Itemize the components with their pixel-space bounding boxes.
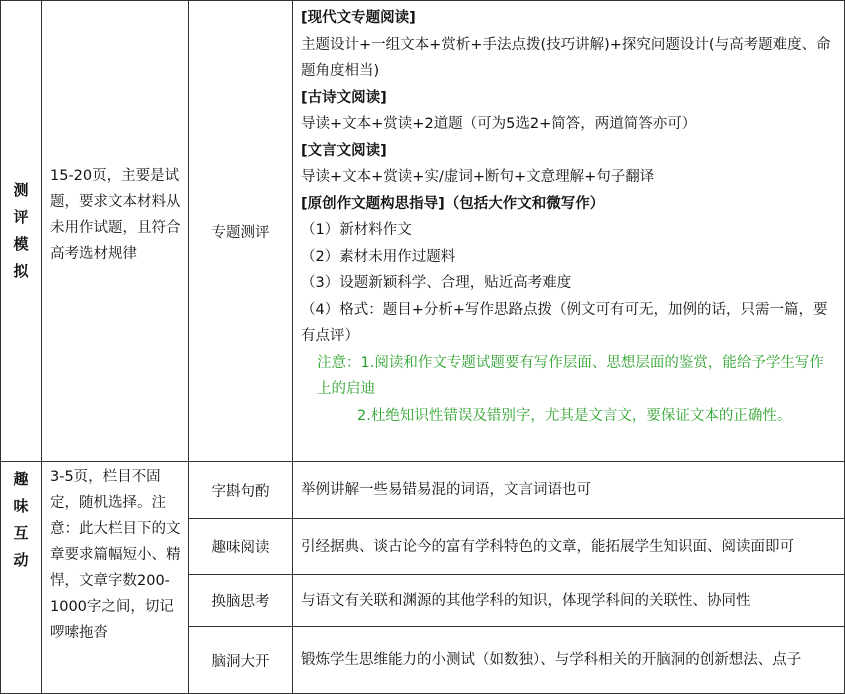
section1-label-char: 测 <box>13 181 29 199</box>
column-name: 脑洞大开 <box>211 653 270 670</box>
column-text: 锻炼学生思维能力的小测试（如数独）、与学科相关的开脑洞的创新想法、点子 <box>301 652 802 668</box>
section2-label <box>0 462 42 694</box>
writing-item: （4）格式：题目+分析+写作思路点拨（例文可有可无，加例的话，只需一篇，要有点评） <box>301 301 828 344</box>
section2-label-char: 互 <box>13 524 29 542</box>
poetry-reading-heading: [古诗文阅读] <box>301 89 387 106</box>
column-name: 字斟句酌 <box>211 483 270 500</box>
column-text: 与语文有关联和渊源的其他学科的知识，体现学科间的关联性、协同性 <box>301 592 751 609</box>
section2-row-name-cell <box>189 575 293 627</box>
section2-row-name-cell <box>189 627 293 694</box>
section2-row-text-cell <box>293 575 845 627</box>
section2-label-char: 趣 <box>13 470 29 488</box>
section1-description-cell <box>42 0 189 462</box>
modern-reading-heading: [现代文专题阅读] <box>301 10 416 26</box>
column-text: 引经据典、谈古论今的富有学科特色的文章，能拓展学生知识面、阅读面即可 <box>301 538 794 555</box>
section2-description-cell <box>42 462 189 694</box>
writing-guide-heading: [原创作文题构思指导]（包括大作文和微写作） <box>301 195 605 212</box>
section2-label-char: 动 <box>13 551 29 569</box>
section2-row-text-cell <box>293 627 845 694</box>
poetry-reading-text: 导读+文本+赏读+2道题（可为5选2+简答，两道简答亦可） <box>301 116 697 132</box>
note-line: 注意：1.阅读和作文专题试题要有写作层面、思想层面的鉴赏，能给予学生写作上的启迪 <box>317 354 824 397</box>
section1-column-cell <box>189 0 293 462</box>
section1-label-char: 模 <box>13 235 29 253</box>
classical-reading-text: 导读+文本+赏读+实/虚词+断句+文意理解+句子翻译 <box>301 169 655 185</box>
classical-reading-heading: [文言文阅读] <box>301 142 387 159</box>
section1-label-char: 拟 <box>13 262 29 280</box>
note-line: 2.杜绝知识性错误及错别字，尤其是文言文，要保证文本的正确性。 <box>357 407 792 424</box>
section2-row-text-cell <box>293 519 845 575</box>
section1-description: 15-20页，主要是试题，要求文本材料从未用作试题，且符合高考选材规律 <box>50 168 181 262</box>
column-name: 换脑思考 <box>211 594 270 610</box>
column-name: 趣味阅读 <box>211 540 270 556</box>
section1-label <box>0 0 42 462</box>
writing-item: （3）设题新颖科学、合理，贴近高考难度 <box>301 275 572 291</box>
section2-description: 3-5页，栏目不固定，随机选择。注意：此大栏目下的文章要求篇幅短小、精悍，文章字数200-1000字之间，切记啰嗦拖沓 <box>50 469 181 641</box>
section1-label-char: 评 <box>13 208 29 226</box>
writing-item: （2）素材未用作过题料 <box>301 248 456 265</box>
column-text: 举例讲解一些易错易混的词语，文言词语也可 <box>301 482 591 498</box>
section2-row-name-cell <box>189 519 293 575</box>
section1-column-name: 专题测评 <box>211 224 270 241</box>
writing-item: （1）新材料作文 <box>301 222 412 238</box>
modern-reading-text: 主题设计+一组文本+赏析+手法点拨(技巧讲解)+探究问题设计(与高考题难度、命题角度相当) <box>301 36 831 79</box>
section2-row-name-cell <box>189 462 293 519</box>
section2-label-char: 味 <box>13 497 29 515</box>
section1-content-cell <box>293 0 845 462</box>
section2-row-text-cell <box>293 462 845 519</box>
